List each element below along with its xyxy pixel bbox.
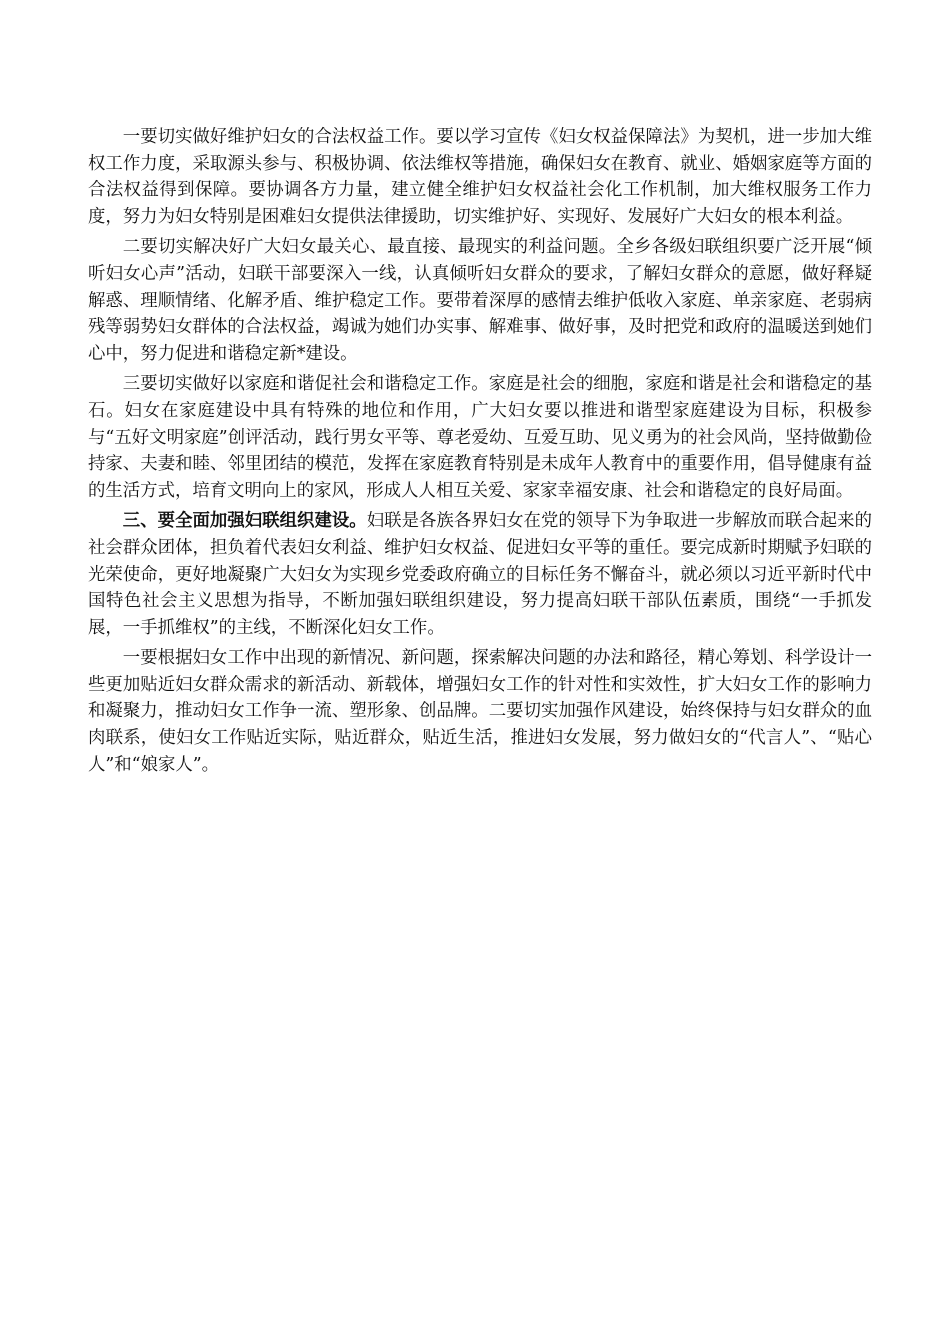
paragraph-text: 妇联是各族各界妇女在党的领导下为争取进一步解放而联合起来的社会群众团体，担负着代表妇女利益、维护妇女权益、促进妇女平等的重任。要完成新时期赋予妇联的光荣使命，更好地凝聚广大妇女为实现乡党委政府确立的目标任务不懈奋斗，就必须以习近平新时代中国特色社会主义思想为指导，不断加强妇联组织建设，努力提高妇联干部队伍素质，围绕“一手抓发展，一手抓维权”的主线，不断深化妇女工作。 — [88, 511, 872, 638]
paragraph-family-harmony — [88, 371, 872, 504]
paragraph-protect-rights — [88, 124, 872, 230]
paragraph-work-style — [88, 645, 872, 778]
paragraph-text: 一要根据妇女工作中出现的新情况、新问题，探索解决问题的办法和路径，精心筹划、科学设计一些更加贴近妇女群众需求的新活动、新载体，增强妇女工作的针对性和实效性，扩大妇女工作的影响力和凝聚力，推动妇女工作争一流、塑形象、创品牌。二要切实加强作风建设，始终保持与妇女群众的血肉联系，使妇女工作贴近实际，贴近群众，贴近生活，推进妇女发展，努力做妇女的“代言人”、“贴心人”和“娘家人”。 — [88, 648, 872, 775]
document-body — [88, 124, 872, 782]
paragraph-solve-interests — [88, 234, 872, 367]
paragraph-text: 二要切实解决好广大妇女最关心、最直接、最现实的利益问题。全乡各级妇联组织要广泛开展“倾听妇女心声”活动，妇联干部要深入一线，认真倾听妇女群众的要求，了解妇女群众的意愿，做好释疑解惑、理顺情绪、化解矛盾、维护稳定工作。要带着深厚的感情去维护低收入家庭、单亲家庭、老弱病残等弱势妇女群体的合法权益，竭诚为她们办实事、解难事、做好事，及时把党和政府的温暖送到她们心中，努力促进和谐稳定新*建设。 — [88, 237, 872, 364]
paragraph-text: 三要切实做好以家庭和谐促社会和谐稳定工作。家庭是社会的细胞，家庭和谐是社会和谐稳定的基石。妇女在家庭建设中具有特殊的地位和作用，广大妇女要以推进和谐型家庭建设为目标，积极参与“五好文明家庭”创评活动，践行男女平等、尊老爱幼、互爱互助、见义勇为的社会风尚，坚持做勤俭持家、夫妻和睦、邻里团结的模范，发挥在家庭教育特别是未成年人教育中的重要作用，倡导健康有益的生活方式，培育文明向上的家风，形成人人相互关爱、家家幸福安康、社会和谐稳定的良好局面。 — [88, 374, 872, 501]
paragraph-organization-building — [88, 508, 872, 641]
section-heading: 三、要全面加强妇联组织建设。 — [122, 511, 367, 532]
paragraph-text: 一要切实做好维护妇女的合法权益工作。要以学习宣传《妇女权益保障法》为契机，进一步加大维权工作力度，采取源头参与、积极协调、依法维权等措施，确保妇女在教育、就业、婚姻家庭等方面的合法权益得到保障。要协调各方力量，建立健全维护妇女权益社会化工作机制，加大维权服务工作力度，努力为妇女特别是困难妇女提供法律援助，切实维护好、实现好、发展好广大妇女的根本利益。 — [88, 127, 872, 227]
